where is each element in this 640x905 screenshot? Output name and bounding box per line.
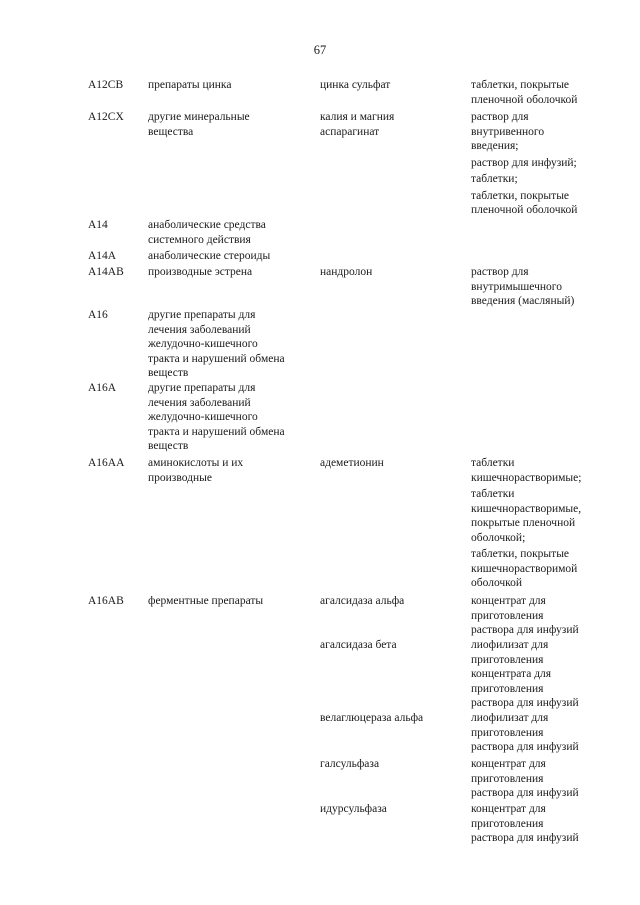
drug-name: галсульфаза [320, 758, 380, 770]
drug-name: идурсульфаза [320, 803, 387, 815]
atc-code: A16AA [88, 457, 125, 469]
atc-code: A14 [88, 219, 108, 231]
dosage-forms: лиофилизат для приготовления раствора для инфузий [471, 712, 579, 753]
group-name: препараты цинка [148, 79, 232, 91]
drug-name: цинка сульфат [320, 79, 391, 91]
dosage-forms: таблетки кишечнорастворимые; таблетки кишечнорастворимые, покрытые пленочной оболочкой; таблетки, покрытые кишечнорастворимой оболочкой [471, 457, 582, 589]
atc-code: A16AB [88, 595, 124, 607]
drug-name: велаглюцераза альфа [320, 712, 424, 724]
atc-code: A16A [88, 382, 117, 394]
atc-code: A12CB [88, 79, 124, 91]
atc-code: A16 [88, 309, 108, 321]
group-name: другие препараты для лечения заболеваний желудочно-кишечного тракта и нарушений обмена веществ [148, 382, 285, 452]
dosage-forms: концентрат для приготовления раствора для инфузий [471, 595, 579, 636]
group-name: анаболические стероиды [148, 250, 271, 262]
group-name: анаболические средства системного действия [148, 219, 266, 246]
drug-name: нандролон [320, 266, 373, 278]
group-name: производные эстрена [148, 266, 253, 278]
group-name: аминокислоты и их производные [148, 457, 244, 484]
atc-code: A14A [88, 250, 117, 262]
drug-name: агалсидаза альфа [320, 595, 405, 607]
page-number: 67 [313, 43, 327, 57]
dosage-forms: раствор для внутривенного введения; раствор для инфузий; таблетки; таблетки, покрытые пленочной оболочкой [471, 111, 578, 216]
atc-code: A12CX [88, 111, 124, 123]
atc-code: A14AB [88, 266, 124, 278]
dosage-forms: концентрат для приготовления раствора для инфузий [471, 758, 579, 799]
drug-name: адеметионин [320, 457, 384, 469]
dosage-forms: таблетки, покрытые пленочной оболочкой [471, 79, 578, 106]
drug-name: калия и магния аспарагинат [320, 111, 395, 138]
group-name: другие минеральные вещества [148, 111, 250, 138]
drug-name: агалсидаза бета [320, 639, 397, 651]
dosage-forms: раствор для внутримышечного введения (масляный) [471, 266, 575, 307]
group-name: ферментные препараты [148, 595, 264, 607]
dosage-forms: лиофилизат для приготовления концентрата для приготовления раствора для инфузий [471, 639, 579, 709]
dosage-forms: концентрат для приготовления раствора для инфузий [471, 803, 579, 844]
group-name: другие препараты для лечения заболеваний желудочно-кишечного тракта и нарушений обмена веществ [148, 309, 285, 379]
